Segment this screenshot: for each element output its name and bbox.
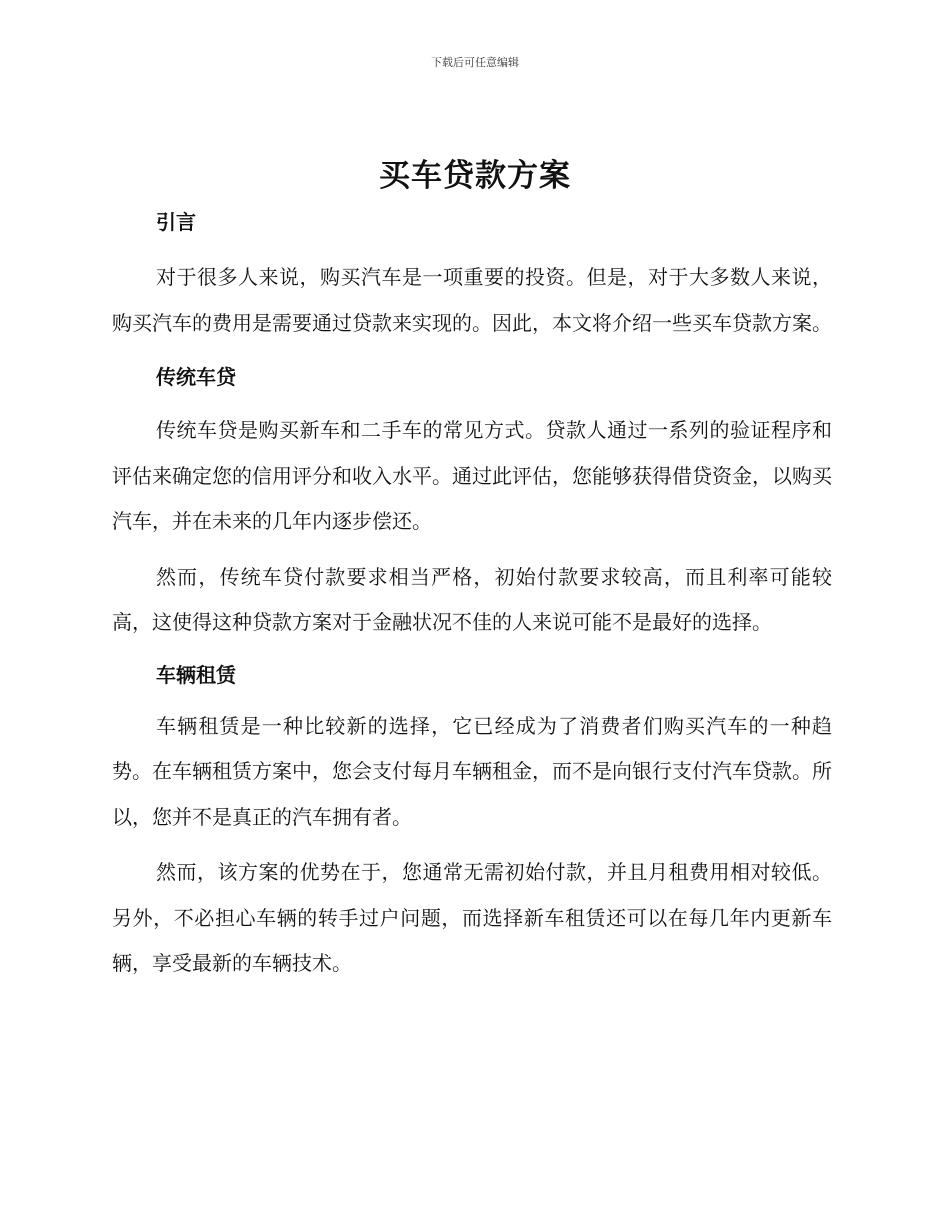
header-note: 下载后可任意编辑 xyxy=(431,56,519,69)
paragraph-vehicle-lease-2: 然而，该方案的优势在于，您通常无需初始付款，并且月租费用相对较低。另外，不必担心车辆的转手过户问题，而选择新车租赁还可以在每几年内更新车辆，享受最新的车辆技术。 xyxy=(112,860,832,975)
paragraph-traditional-loan-2: 然而，传统车贷付款要求相当严格，初始付款要求较高，而且利率可能较高，这使得这种贷款方案对于金融状况不佳的人来说可能不是最好的选择。 xyxy=(112,564,832,634)
section-heading-intro: 引言 xyxy=(156,210,196,234)
paragraph-traditional-loan-1: 传统车贷是购买新车和二手车的常见方式。贷款人通过一系列的验证程序和评估来确定您的信用评分和收入水平。通过此评估，您能够获得借贷资金，以购买汽车，并在未来的几年内逐步偿还。 xyxy=(112,418,832,533)
document-body xyxy=(112,205,832,987)
document-title: 买车贷款方案 xyxy=(379,158,571,194)
paragraph-intro: 对于很多人来说，购买汽车是一项重要的投资。但是，对于大多数人来说，购买汽车的费用是需要通过贷款来实现的。因此，本文将介绍一些买车贷款方案。 xyxy=(112,265,832,335)
section-heading-vehicle-lease: 车辆租赁 xyxy=(156,662,236,687)
paragraph-vehicle-lease-1: 车辆租赁是一种比较新的选择，它已经成为了消费者们购买汽车的一种趋势。在车辆租赁方案中，您会支付每月车辆租金，而不是向银行支付汽车贷款。所以，您并不是真正的汽车拥有者。 xyxy=(112,713,832,829)
section-heading-traditional-loan: 传统车贷 xyxy=(156,365,236,389)
